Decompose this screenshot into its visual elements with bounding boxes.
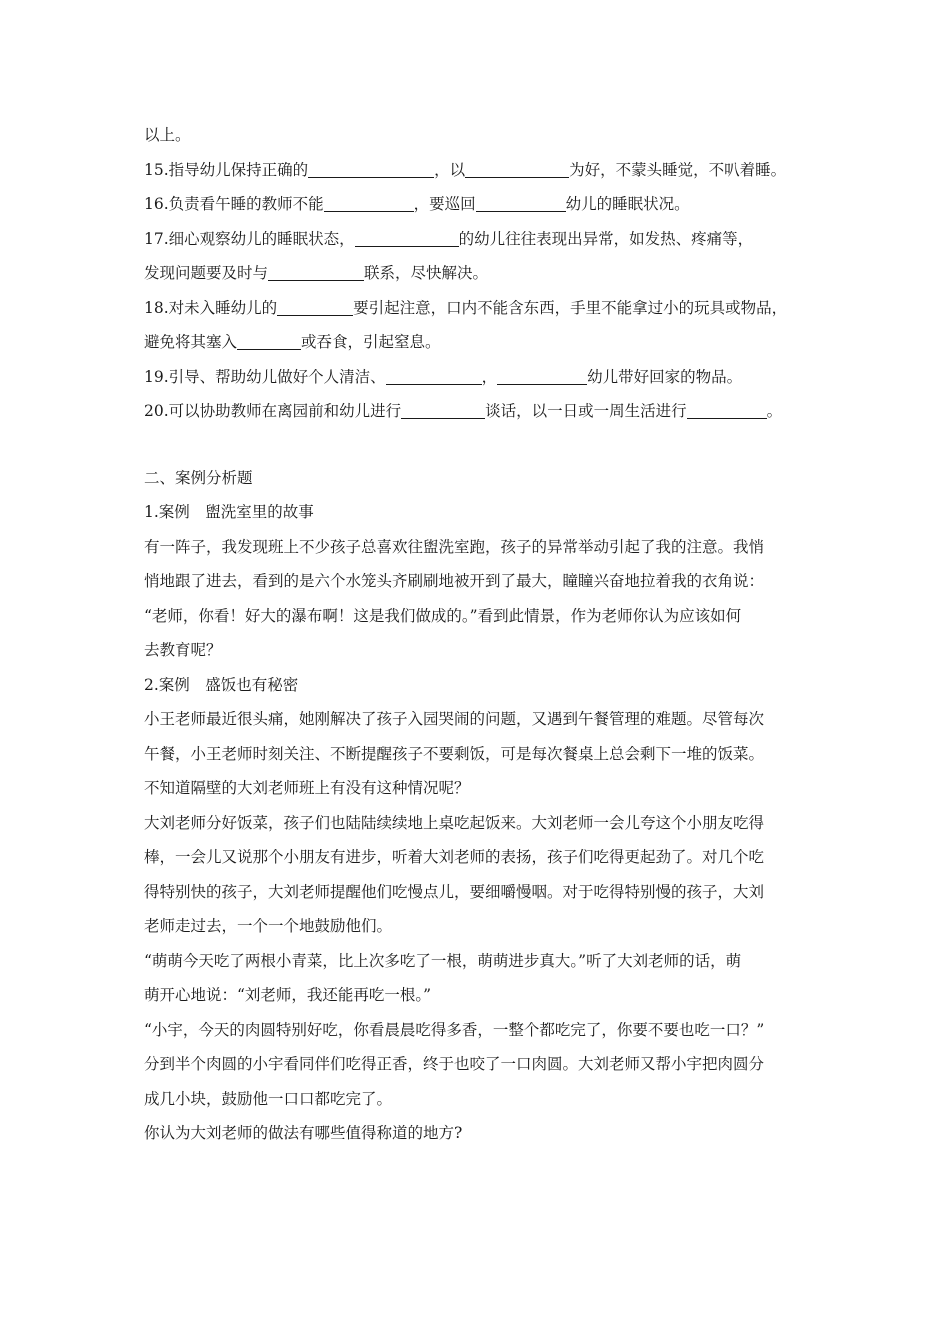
line-text: “萌萌今天吃了两根小青菜，比上次多吃了一根，萌萌进步真大。”听了大刘老师的话，萌 [144, 951, 742, 970]
text-line [144, 944, 812, 979]
text-line [144, 461, 812, 496]
fill-in-blank [268, 260, 364, 281]
line-text: 不知道隔壁的大刘老师班上有没有这种情况呢？ [144, 779, 470, 797]
text-line [144, 564, 812, 599]
line-text: 避免将其塞入 [144, 333, 238, 351]
line-text: 16.负责看午睡的教师不能 [144, 195, 324, 213]
line-text: 成几小块，鼓励他一口口都吃完了。 [144, 1089, 393, 1108]
line-text: 为好，不蒙头睡觉，不叭着睡。 [569, 160, 787, 179]
text-line [144, 909, 812, 944]
text-line [144, 1013, 812, 1048]
line-text: 谈话，以一日或一周生活进行 [485, 402, 687, 420]
fill-in-blank [386, 364, 482, 385]
line-text: 的幼儿往往表现出异常，如发热、疼痛等， [458, 229, 754, 248]
text-line [144, 325, 812, 360]
document-page [144, 118, 812, 1151]
line-text: 17.细心观察幼儿的睡眠状态， [144, 229, 355, 248]
fill-in-blank [277, 295, 353, 316]
fill-in-blank [401, 398, 485, 419]
line-text: 棒，一会儿又说那个小朋友有进步，听着大刘老师的表扬，孩子们吃得更起劲了。对几个吃 [144, 848, 765, 866]
section-gap [144, 429, 812, 461]
text-line [144, 153, 812, 188]
fill-in-blank [497, 364, 587, 385]
line-text: 或吞食，引起窒息。 [301, 333, 441, 351]
line-text: 幼儿带好回家的物品。 [587, 367, 743, 386]
fill-in-blank [324, 191, 414, 212]
text-line [144, 1082, 812, 1117]
line-text: ，以 [434, 160, 466, 179]
text-line [144, 806, 812, 841]
text-line [144, 978, 812, 1013]
line-text: ， [481, 367, 498, 386]
text-line [144, 599, 812, 634]
text-line [144, 222, 812, 257]
text-line [144, 633, 812, 668]
text-line [144, 1116, 812, 1151]
text-line [144, 256, 812, 291]
text-line [144, 291, 812, 326]
fill-in-blank [465, 157, 569, 178]
text-line [144, 668, 812, 703]
text-line [144, 702, 812, 737]
line-text: 15.指导幼儿保持正确的 [144, 160, 309, 179]
line-text: 以上。 [144, 126, 191, 144]
text-line [144, 737, 812, 772]
text-line [144, 360, 812, 395]
text-line [144, 118, 812, 153]
line-text: 你认为大刘老师的做法有哪些值得称道的地方? [144, 1124, 463, 1142]
line-text: 有一阵子，我发现班上不少孩子总喜欢往盥洗室跑，孩子的异常举动引起了我的注意。我悄 [144, 537, 765, 556]
line-text: 2.案例 盛饭也有秘密 [144, 675, 299, 694]
line-text: 分到半个肉圆的小宇看同伴们吃得正香，终于也咬了一口肉圆。大刘老师又帮小宇把肉圆分 [144, 1055, 765, 1073]
text-line [144, 495, 812, 530]
line-text: 午餐，小王老师时刻关注、不断提醒孩子不要剩饭，可是每次餐桌上总会剩下一堆的饭菜。 [144, 744, 765, 763]
text-line [144, 875, 812, 910]
line-text: 萌开心地说：“刘老师，我还能再吃一根。” [144, 986, 432, 1004]
line-text: 要引起注意，口内不能含东西，手里不能拿过小的玩具或物品， [353, 298, 788, 317]
line-text: 老师走过去，一个一个地鼓励他们。 [144, 917, 393, 935]
text-line [144, 394, 812, 429]
text-line [144, 187, 812, 222]
line-text: 去教育呢？ [144, 641, 222, 659]
text-line [144, 840, 812, 875]
fill-in-blank [476, 191, 566, 212]
line-text: 幼儿的睡眠状况。 [565, 195, 690, 213]
line-text: 小王老师最近很头痛，她刚解决了孩子入园哭闹的问题，又遇到午餐管理的难题。尽管每次 [144, 710, 765, 728]
line-text: 20.可以协助教师在离园前和幼儿进行 [144, 402, 402, 420]
fill-in-blank [237, 329, 301, 350]
text-line [144, 530, 812, 565]
line-text: 19.引导、帮助幼儿做好个人清洁、 [144, 367, 386, 386]
line-text: 悄地跟了进去，看到的是六个水笼头齐刷刷地被开到了最大，瞳瞳兴奋地拉着我的衣角说： [144, 572, 765, 590]
fill-in-blank [355, 226, 459, 247]
line-text: 18.对未入睡幼儿的 [144, 298, 278, 317]
line-text: 联系，尽快解决。 [364, 264, 489, 282]
line-text: 1.案例 盥洗室里的故事 [144, 503, 314, 521]
fill-in-blank [308, 157, 434, 178]
line-text: “小宇，今天的肉圆特别好吃，你看晨晨吃得多香，一整个都吃完了，你要不要也吃一口？” [144, 1020, 765, 1039]
line-text: ，要巡回 [413, 195, 476, 213]
line-text: 二、案例分析题 [144, 468, 253, 487]
line-text: “老师，你看！好大的瀑布啊！这是我们做成的。”看到此情景，作为老师你认为应该如何 [144, 606, 742, 625]
line-text: 。 [766, 402, 783, 420]
text-line [144, 1047, 812, 1082]
fill-in-blank [687, 398, 767, 419]
line-text: 得特别快的孩子，大刘老师提醒他们吃慢点儿，要细嚼慢咽。对于吃得特别慢的孩子，大刘 [144, 882, 765, 901]
line-text: 发现问题要及时与 [144, 264, 269, 282]
text-line [144, 771, 812, 806]
line-text: 大刘老师分好饭菜，孩子们也陆陆续续地上桌吃起饭来。大刘老师一会儿夸这个小朋友吃得 [144, 813, 765, 832]
